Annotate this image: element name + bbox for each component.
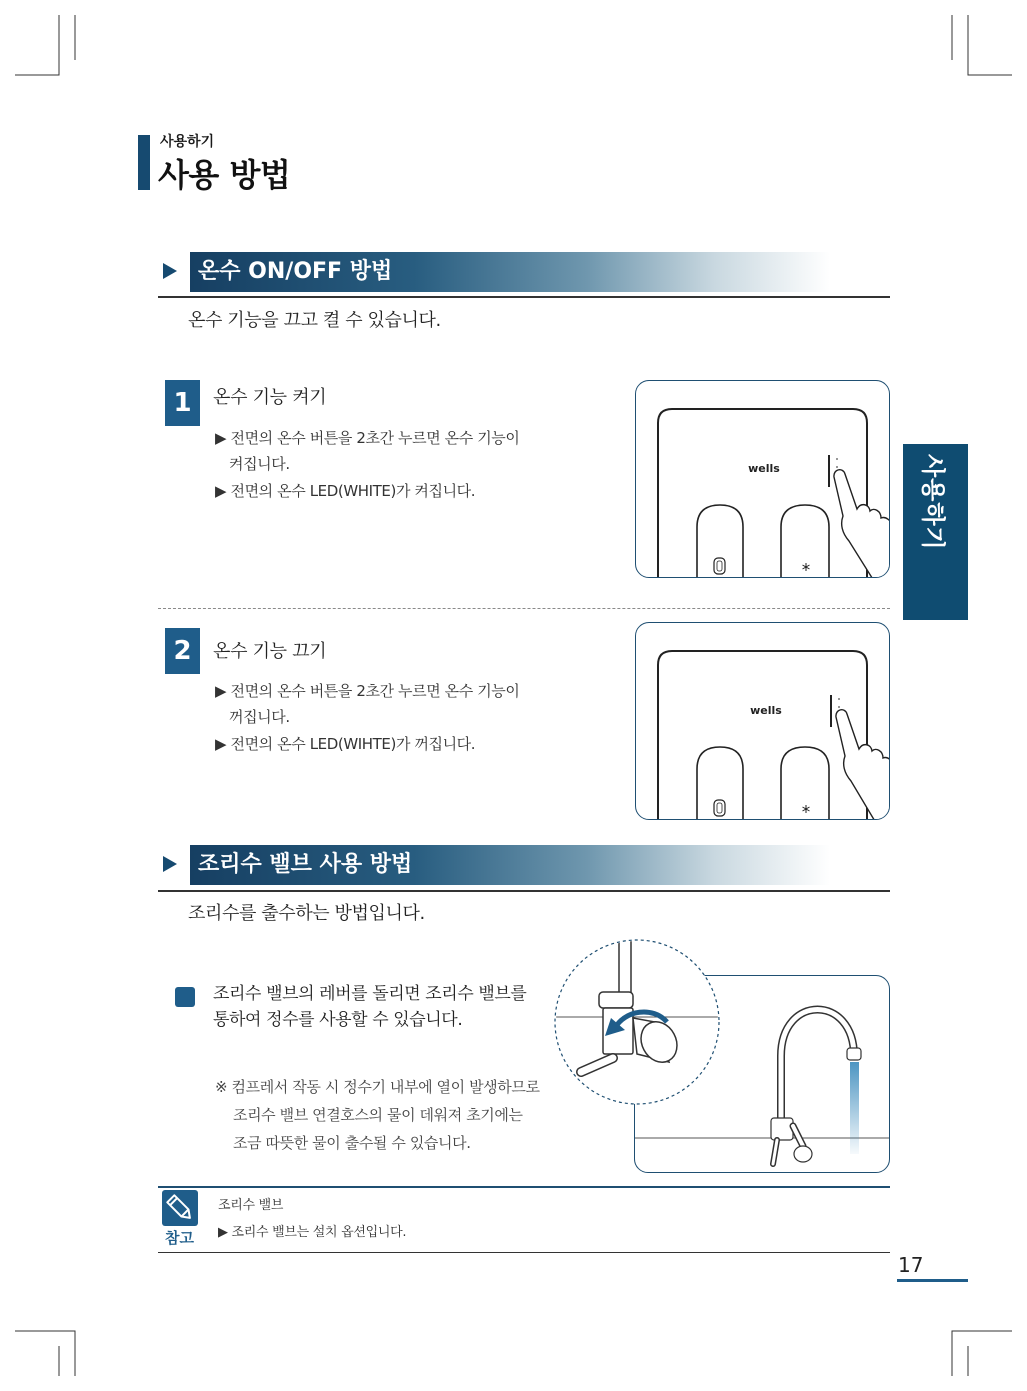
section-heading-bar xyxy=(190,845,830,885)
step-number-badge: 2 xyxy=(165,628,200,674)
cold-water-button-icon xyxy=(803,563,810,571)
side-tab-label: 사용하기 xyxy=(919,454,947,551)
brand-logo: wells xyxy=(750,704,782,717)
reference-bottom-rule xyxy=(158,1252,890,1253)
section-rule xyxy=(158,296,890,298)
purifier-front-drawing xyxy=(636,623,890,820)
section-title: 조리수 밸브 사용 방법 xyxy=(198,852,413,877)
square-bullet-icon xyxy=(175,987,195,1007)
reference-title: 조리수 밸브 xyxy=(218,1198,284,1213)
page-number: 17 xyxy=(898,1253,924,1277)
step-heading: 온수 기능 켜기 xyxy=(213,387,327,408)
hot-water-button-icon xyxy=(714,558,725,574)
section-rule xyxy=(158,890,890,892)
instruction-line: 조리수 밸브의 레버를 돌리면 조리수 밸브를 xyxy=(213,984,527,1004)
step-bullet-line: 켜집니다. xyxy=(229,455,290,473)
step-number-badge: 1 xyxy=(165,380,200,426)
caution-note-line: ※ 컴프레서 작동 시 정수기 내부에 열이 발생하므로 xyxy=(215,1078,540,1096)
valve-zoom-detail xyxy=(553,938,721,1106)
reference-text: ▶ 조리수 밸브는 설치 옵션입니다. xyxy=(218,1225,407,1240)
section-intro: 온수 기능을 끄고 켤 수 있습니다. xyxy=(188,310,441,331)
page-number-underline xyxy=(897,1279,968,1282)
chapter-label: 사용하기 xyxy=(160,134,215,150)
step-heading: 온수 기능 끄기 xyxy=(213,641,327,662)
caution-note-line: 조리수 밸브 연결호스의 물이 데워져 초기에는 xyxy=(233,1106,523,1124)
header-accent-bar xyxy=(138,135,150,190)
hand-press-icon xyxy=(834,470,890,578)
brand-logo: wells xyxy=(748,462,780,475)
chapter-side-tab xyxy=(903,444,968,620)
step-bullet-line: ▶ 전면의 온수 버튼을 2초간 누르면 온수 기능이 xyxy=(215,429,520,447)
instruction-line: 통하여 정수를 사용할 수 있습니다. xyxy=(213,1010,463,1030)
purifier-illustration-off xyxy=(635,622,890,820)
section-arrow-icon xyxy=(163,856,177,872)
reference-top-rule xyxy=(158,1186,890,1188)
step-divider xyxy=(158,608,890,609)
reference-label: 참고 xyxy=(165,1229,194,1247)
step-bullet-line: ▶ 전면의 온수 버튼을 2초간 누르면 온수 기능이 xyxy=(215,682,520,700)
purifier-illustration-on xyxy=(635,380,890,578)
step-bullet-line: ▶ 전면의 온수 LED(WIHTE)가 꺼집니다. xyxy=(215,735,476,753)
water-stream xyxy=(850,1062,859,1154)
section-title: 온수 ON/OFF 방법 xyxy=(198,259,393,284)
purifier-front-drawing xyxy=(636,381,890,578)
page-title: 사용 방법 xyxy=(158,156,291,194)
cold-water-button-icon xyxy=(803,805,810,813)
section-arrow-icon xyxy=(163,263,177,279)
hand-press-icon xyxy=(836,710,890,820)
hot-water-button-icon xyxy=(714,800,725,816)
step-bullet-line: 꺼집니다. xyxy=(229,708,290,726)
section-intro: 조리수를 출수하는 방법입니다. xyxy=(188,903,425,924)
step-bullet-line: ▶ 전면의 온수 LED(WHITE)가 켜집니다. xyxy=(215,482,476,500)
pencil-note-icon xyxy=(162,1190,198,1226)
section-heading-bar xyxy=(190,252,830,292)
caution-note-line: 조금 따뜻한 물이 출수될 수 있습니다. xyxy=(233,1134,471,1152)
